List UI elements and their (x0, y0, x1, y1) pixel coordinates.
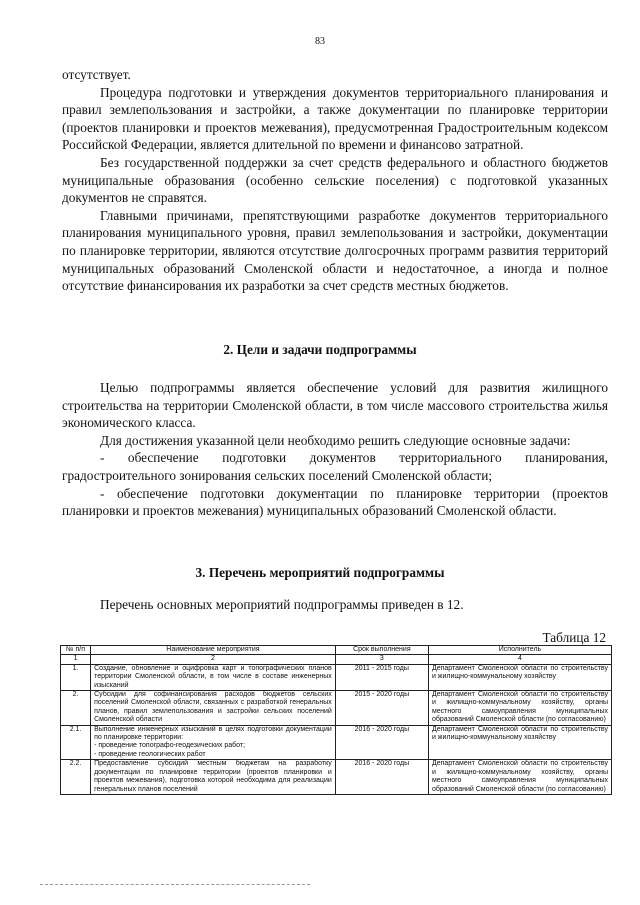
table-row (61, 725, 612, 760)
column-number: 3 (335, 655, 428, 664)
table-caption: Таблица 12 (542, 630, 606, 645)
column-number-row (61, 655, 612, 664)
intro-text (62, 66, 608, 295)
section-2-text (62, 379, 608, 520)
table-row (61, 691, 612, 726)
footer-divider (40, 884, 310, 885)
measure-executor: Департамент Смоленской области по строительству и жилищно-коммунальному хозяйству (428, 725, 611, 760)
paragraph: отсутствует. (62, 67, 131, 82)
measure-executor: Департамент Смоленской области по строительству и жилищно-коммунальному хозяйству, органы местного самоуправления муниципальных образований Смоленской области (по согласованию) (428, 760, 611, 795)
paragraph: Процедура подготовки и утверждения документов территориального планирования и правил землепользования и застройки, а также документации по планировке территории (проектов планировки и проектов межевания), предусмотренная Градостроительным кодексом Российской Федерации, является длительной по времени и финансово затратной. (62, 84, 608, 153)
paragraph: - обеспечение подготовки документов территориального планирования, градостроительного зонирования сельских поселений Смоленской области; (62, 450, 608, 483)
paragraph: - обеспечение подготовки документации по планировке территории (проектов планировки и проектов межевания) муниципальных образований Смоленской области. (62, 485, 608, 519)
column-header: Исполнитель (428, 646, 611, 655)
page-number: 83 (315, 36, 325, 47)
column-number: 1 (61, 655, 91, 664)
measure-term: 2015 - 2020 годы (335, 691, 428, 726)
paragraph: Для достижения указанной цели необходимо решить следующие основные задачи: (100, 432, 571, 448)
column-header: Наименование мероприятия (91, 646, 336, 655)
paragraph: Главными причинами, препятствующими разработке документов территориального планирования муниципального уровня, правил землепользования и застройки, документации по планировке территории, являются отсутствие долгосрочных программ развития территорий муниципальных образований Смоленской области и недостаточное, а иногда и полное отсутствие финансирования их разработки за счет средств местных бюджетов. (62, 207, 608, 294)
table-intro: Перечень основных мероприятий подпрограммы приведен в 12. (100, 597, 464, 612)
column-header: № п/п (61, 646, 91, 655)
row-number: 2.2. (61, 760, 91, 795)
paragraph: Без государственной поддержки за счет средств федерального и областного бюджетов муниципальные образования (особенно сельские поселения) с подготовкой указанных документов не справятся. (62, 154, 608, 206)
table-header-row (61, 646, 612, 655)
table-row (61, 760, 612, 795)
measure-name: Выполнение инженерных изысканий в целях подготовки документации по планировке территории: - проведение топографо-геодезических работ; - проведение геологических работ (91, 725, 336, 760)
row-number: 2.1. (61, 725, 91, 760)
measure-term: 2011 - 2015 годы (335, 664, 428, 690)
measure-name: Предоставление субсидий местным бюджетам на разработку документации по планировке территории (проектов планировки и проектов межевания), подготовка которой необходима для реализации генеральных планов поселений (91, 760, 336, 795)
column-header: Срок выполнения (335, 646, 428, 655)
row-number: 1. (61, 664, 91, 690)
measure-term: 2016 - 2020 годы (335, 725, 428, 760)
measure-executor: Департамент Смоленской области по строительству и жилищно-коммунальному хозяйству, органы местного самоуправления муниципальных образований Смоленской области (по согласованию) (428, 691, 611, 726)
column-number: 4 (428, 655, 611, 664)
section-3-heading: 3. Перечень мероприятий подпрограммы (195, 565, 445, 580)
table-row (61, 664, 612, 690)
row-number: 2. (61, 691, 91, 726)
column-number: 2 (91, 655, 336, 664)
paragraph: Целью подпрограммы является обеспечение условий для развития жилищного строительства на территории Смоленской области, в том числе массового строительства жилья экономического класса. (62, 380, 608, 431)
section-2-heading: 2. Цели и задачи подпрограммы (223, 342, 417, 357)
measure-name: Субсидии для софинансирования расходов бюджетов сельских поселений Смоленской области, связанных с разработкой генеральных планов, правил землепользования и застройки сельских поселений Смоленской области (91, 691, 336, 726)
measure-name: Создание, обновление и оцифровка карт и топографических планов территории Смоленской области, в том числе в составе инженерных изысканий (91, 664, 336, 690)
measures-table (60, 645, 612, 795)
measure-term: 2016 - 2020 годы (335, 760, 428, 795)
measure-executor: Департамент Смоленской области по строительству и жилищно-коммунальному хозяйству (428, 664, 611, 690)
